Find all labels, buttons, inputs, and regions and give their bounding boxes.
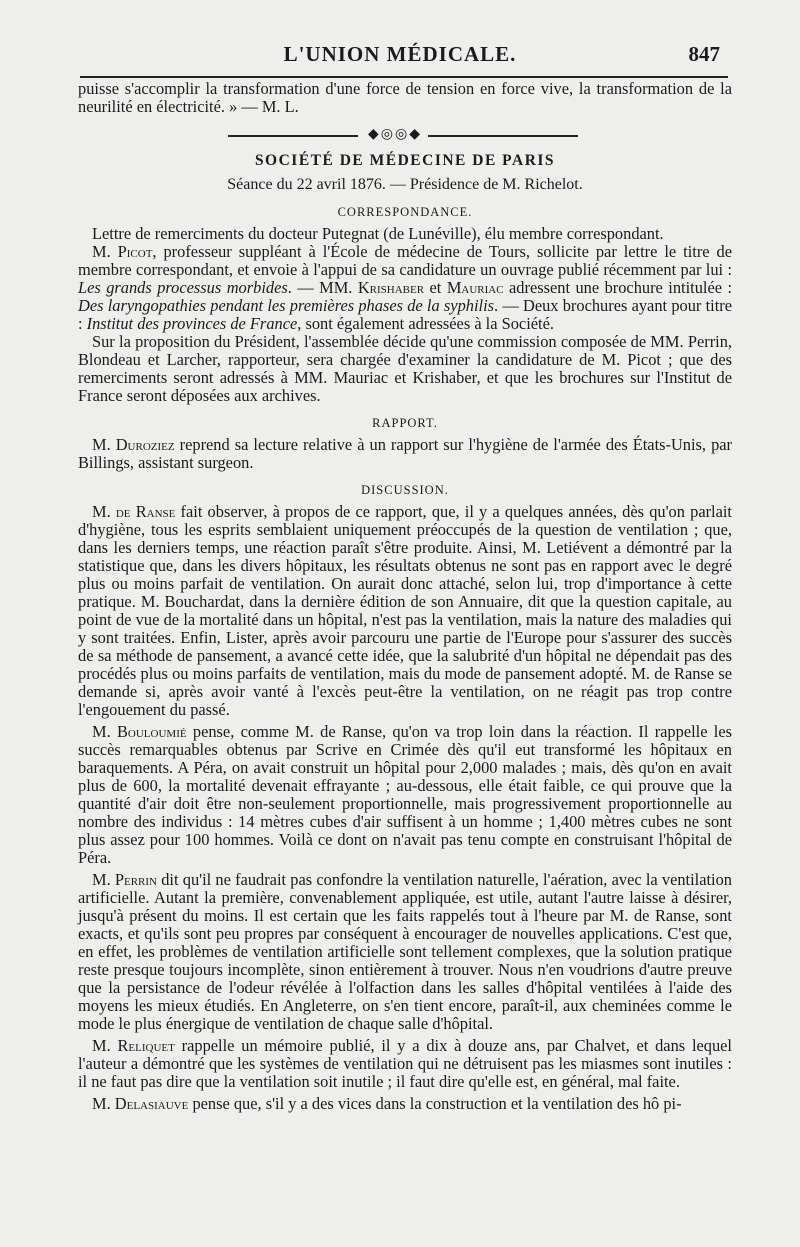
person-name: Reliquet xyxy=(117,1036,175,1055)
person-name: Delasiauve xyxy=(114,1094,189,1113)
page-number: 847 xyxy=(688,42,720,66)
discussion-p3: M. Perrin dit qu'il ne faudrait pas confondre la ventilation naturelle, l'aération, avec la ventilation artificielle. Autant la première, convenablement appliquée, est utile, autant l'autre laisse à désirer, jusqu'à présent du moins. Il est certain que les faits rappelés tout à l'heure par M. de Ranse, sont exacts, et qu'ils sont peu propres par conséquent à encourager de nouvelles applications. C'est que, en effet, les problèmes de ventilation artificielle sont tellement complexes, que la solution pratique reste presque toujours incomplète, sinon entièrement à trouver. Nous n'en voudrions d'autre preuve que la persistance de l'odeur révélée à l'olfaction dans les salles d'hôpital ventilées à l'aide des moyens les mieux étudiés. En Angleterre, on s'en tient encore, paraît-il, aux cheminées comme le mode le plus énergique de ventilation de chaque salle d'hôpital. xyxy=(78,870,732,1033)
correspondance-heading: CORRESPONDANCE. xyxy=(337,205,473,219)
correspondance-p3: Sur la proposition du Président, l'assemblée décide qu'une commission composée de MM. Perrin, Blondeau et Larcher, rapporteur, sera chargée d'examiner la candidature de M. Picot ; que des remerciments seront adressés à MM. Mauriac et Krishaber, et que les brochures sur l'Institut de France seront déposées aux archives. xyxy=(78,332,732,405)
page-header xyxy=(0,42,800,72)
person-name: Duroziez xyxy=(115,435,175,454)
correspondance-p1: Lettre de remerciments du docteur Putegnat (de Lunéville), élu membre correspondant. xyxy=(92,224,664,243)
discussion-p2: M. Bouloumié pense, comme M. de Ranse, qu'on va trop loin dans la réaction. Il rappelle les succès remarquables obtenus par Scrive en Crimée dès qu'il eut transformé les hôpitaux en baraquements. A Péra, on avait construit un hôpital pour 2,000 malades ; mais, dès qu'on en avait plus de 600, la mortalité devenait effrayante ; au-dessous, elle était faible, ce qui prouve que la quantité d'air doit être non-seulement proportionnelle, mais progressivement proportionnelle au nombre des individus : 14 mètres cubes d'air suffisent à un homme ; 1,400 mètres cubes ne sont plus assez pour 100 hommes. Voilà ce dont on n'avait pas tenu compte en construisant l'hôpital de Péra. xyxy=(78,722,732,867)
rapport-paragraph: M. Duroziez reprend sa lecture relative à un rapport sur l'hygiène de l'armée des États-Unis, par Billings, assistant surgeon. xyxy=(78,435,732,472)
book-title: Des laryngopathies pendant les premières phases de la syphilis xyxy=(78,296,495,315)
person-name: Perrin xyxy=(114,870,158,889)
seance-line: Séance du 22 avril 1876. — Présidence de M. Richelot. xyxy=(227,176,583,193)
society-title: SOCIÉTÉ DE MÉDECINE DE PARIS xyxy=(254,152,556,169)
discussion-p5: M. Delasiauve pense que, s'il y a des vices dans la construction et la ventilation des hô pi- xyxy=(92,1094,682,1113)
person-name: Bouloumié xyxy=(116,722,187,741)
person-name: Mauriac xyxy=(446,278,504,297)
header-rule xyxy=(80,76,728,78)
ornament-icon: ◆◎◎◆ xyxy=(368,127,422,142)
person-name: Krishaber xyxy=(357,278,425,297)
discussion-p1: M. de Ranse fait observer, à propos de ce rapport, que, il y a quelques années, dès qu'on parlait d'hygiène, tous les esprits semblaient uniquement préoccupés de la question de ventilation ; que, dans les derniers temps, une réaction paraît s'être produite. Ainsi, M. Letiévent a démontré par la statistique que, dans les divers hôpitaux, les résultats obtenus ne sont pas en rapport avec le degré plus ou moins parfait de ventilation. On aurait donc attaché, selon lui, trop d'importance à cette pratique. M. Bouchardat, dans la dernière édition de son Annuaire, dit que la question capitale, au point de vue de la mortalité dans un hôpital, n'est pas la ventilation, mais la nature des maladies qui y sont traitées. Enfin, Lister, après avoir parcouru une partie de l'Europe pour s'assurer des succès de sa méthode de pansement, a avancé cette idée, que la salubrité d'un hôpital ne dépendait pas des procédés plus ou moins parfaits de ventilation, mais du mode de pansement adopté. M. de Ranse se demande si, après avoir vanté à l'excès peut-être la ventilation, on ne réagit pas trop contre l'engouement du passé. xyxy=(78,502,732,719)
rapport-heading: RAPPORT. xyxy=(372,416,438,430)
person-name: de Ranse xyxy=(115,502,176,521)
discussion-p4: M. Reliquet rappelle un mémoire publié, il y a dix à douze ans, par Chalvet, et dans lequel l'auteur a démontré que les systèmes de ventilation qui ne détruisent pas les miasmes sont inutiles : il ne faut pas dire que la ventilation soit inutile ; il faut dire qu'elle est, en général, mal faite. xyxy=(78,1036,732,1091)
book-title: Institut des provinces de France xyxy=(86,314,298,333)
book-title: Les grands processus morbides xyxy=(78,278,288,297)
correspondance-p2: M. Picot, professeur suppléant à l'École de médecine de Tours, sollicite par lettre le titre de membre correspondant, et envoie à l'appui de sa candidature un ouvrage publié récemment par lui : Les grands processus morbides. — MM. Krishaber et Mauriac adressent une brochure intitulée : Des laryngopathies pendant les premières phases de la syphilis. — Deux brochures ayant pour titre : Institut des provinces de France, sont également adressées à la Société. xyxy=(78,242,733,333)
discussion-heading: DISCUSSION. xyxy=(361,483,449,497)
section-ornament xyxy=(228,127,578,142)
person-name: Picot xyxy=(117,242,153,261)
intro-paragraph: puisse s'accomplir la transformation d'une force de tension en force vive, la transformation de la neurilité en électricité. » — M. L. xyxy=(78,79,732,116)
journal-title: L'UNION MÉDICALE. xyxy=(283,42,517,66)
article-body xyxy=(78,80,732,1113)
